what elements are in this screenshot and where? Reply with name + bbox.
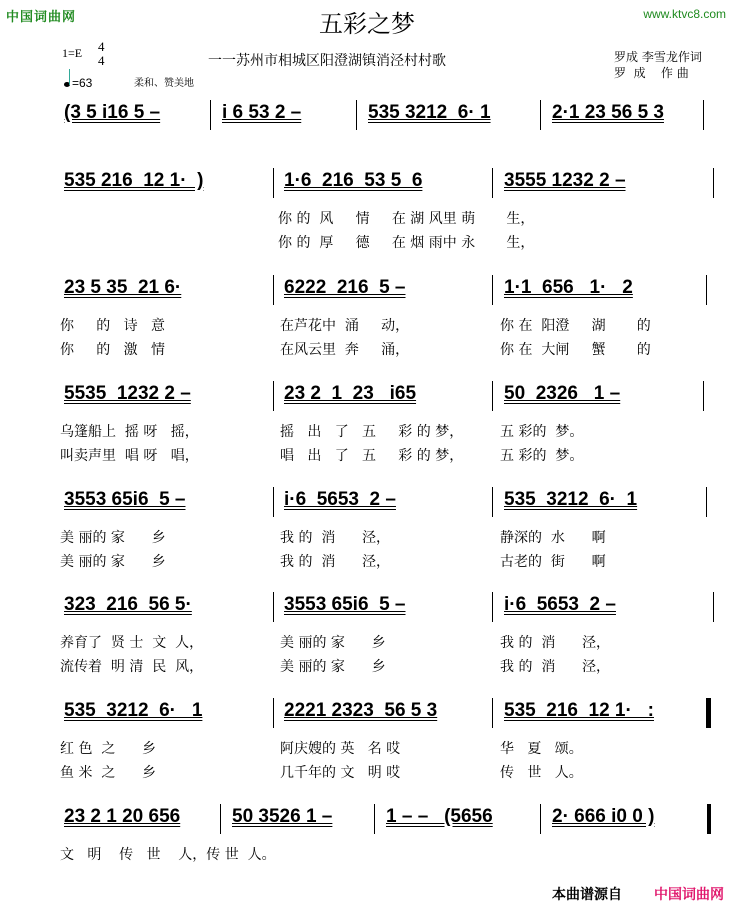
- lyric-line: 古老的 街 啊: [500, 554, 606, 570]
- composer: 罗 成 作 曲: [614, 66, 689, 80]
- lyric-line: 鱼 米 之 乡: [60, 765, 157, 781]
- time-signature-bottom: 4: [98, 53, 105, 68]
- lyric-line: 你 在 大闸 蟹 的: [500, 342, 651, 358]
- lyric-line: 静深的 水 啊: [500, 530, 606, 546]
- measure-notes: 535 3212 6· 1: [64, 700, 203, 721]
- measure-notes: 2·1 23 56 5 3: [552, 102, 664, 123]
- subtitle: 一一苏州市相城区阳澄湖镇消泾村村歌: [208, 53, 446, 69]
- bar-line: [713, 592, 714, 622]
- lyric-line: 美 丽的 家 乡: [60, 530, 166, 546]
- lyric-line: 美 丽的 家 乡: [60, 554, 166, 570]
- measure-notes: 1·6 216 53 5 6: [284, 170, 423, 191]
- lyric-line: 我 的 消 泾，: [500, 635, 611, 651]
- measure-notes: 23 5 35 21 6·: [64, 277, 182, 298]
- measure-notes: 50 2326 1 –: [504, 383, 621, 404]
- bar-line: [220, 804, 221, 834]
- bar-line: [492, 592, 493, 622]
- measure-notes: 2221 2323 56 5 3: [284, 700, 438, 721]
- measure-notes: (3 5 i16 5 –: [64, 102, 161, 123]
- measure-notes: 1 – – (5656: [386, 806, 493, 827]
- bar-line: [703, 381, 704, 411]
- lyric-line: 阿庆嫂的 英 名 哎: [280, 741, 401, 757]
- measure-notes: 6222 216 5 –: [284, 277, 406, 298]
- measure-notes: 535 216 12 1· :: [504, 700, 654, 721]
- lyric-line: 我 的 消 泾，: [500, 659, 611, 675]
- bar-line: [356, 100, 357, 130]
- key-signature: 1=E: [62, 46, 83, 60]
- lyric-line: 摇 出 了 五 彩 的 梦，: [280, 424, 464, 440]
- lyric-line: 你 的 厚 德 在 烟 雨中 永 生，: [278, 235, 535, 251]
- lyric-line: 红 色 之 乡: [60, 741, 157, 757]
- lyric-line: 养育了 贤 士 文 人，: [60, 635, 204, 651]
- bar-line: [540, 804, 541, 834]
- measure-notes: 50 3526 1 –: [232, 806, 333, 827]
- footer-source-site[interactable]: 中国词曲网: [654, 887, 724, 903]
- site-logo: 中国词曲网: [6, 10, 77, 25]
- measure-notes: 5535 1232 2 –: [64, 383, 191, 404]
- measure-notes: 323 216 56 5·: [64, 594, 192, 615]
- bar-line: [713, 168, 714, 198]
- repeat-end-bar: [707, 698, 711, 728]
- bar-line: [706, 275, 707, 305]
- bar-line: [540, 100, 541, 130]
- lyric-line: 叫卖声里 唱 呀 唱，: [60, 448, 199, 464]
- measure-notes: 23 2 1 23 i65: [284, 383, 417, 404]
- lyricist: 罗成 李雪龙作词: [614, 50, 702, 64]
- bar-line: [210, 100, 211, 130]
- expression-marking: 柔和、赞美地: [134, 78, 194, 89]
- bar-line: [273, 592, 274, 622]
- bar-line: [273, 487, 274, 517]
- bar-line: [492, 381, 493, 411]
- credits: [614, 49, 702, 81]
- bar-line: [273, 381, 274, 411]
- time-signature: [98, 40, 105, 68]
- measure-notes: 1·1 656 1· 2: [504, 277, 633, 298]
- tempo-value: =63: [72, 76, 93, 90]
- measure-notes: 23 2 1 20 656: [64, 806, 181, 827]
- measure-notes: i·6 5653 2 –: [284, 489, 396, 510]
- bar-line: [492, 168, 493, 198]
- measure-notes: 2· 666 i0 0 ): [552, 806, 655, 827]
- lyric-line: 乌篷船上 摇 呀 摇，: [60, 424, 199, 440]
- bar-line: [492, 275, 493, 305]
- bar-line: [273, 698, 274, 728]
- lyric-line: 美 丽的 家 乡: [280, 635, 386, 651]
- lyric-line: 你 的 激 情: [60, 342, 165, 358]
- footer-source-label: 本曲谱源自: [552, 887, 622, 903]
- measure-notes: 535 216 12 1· ): [64, 170, 204, 191]
- lyric-line: 几千年的 文 明 哎: [280, 765, 401, 781]
- measure-notes: 3553 65i6 5 –: [64, 489, 186, 510]
- site-url[interactable]: www.ktvc8.com: [643, 7, 726, 21]
- lyric-line: 你 的 风 情 在 湖 风里 萌 生，: [278, 211, 535, 227]
- time-signature-top: 4: [98, 39, 105, 54]
- measure-notes: 3553 65i6 5 –: [284, 594, 406, 615]
- bar-line: [492, 487, 493, 517]
- bar-line: [706, 487, 707, 517]
- lyric-line: 我 的 消 泾，: [280, 530, 391, 546]
- song-title: 五彩之梦: [319, 10, 415, 38]
- measure-notes: i 6 53 2 –: [222, 102, 302, 123]
- lyric-line: 五 彩的 梦。: [500, 424, 584, 440]
- measure-notes: i·6 5653 2 –: [504, 594, 616, 615]
- bar-line: [703, 100, 704, 130]
- measure-notes: 3555 1232 2 –: [504, 170, 626, 191]
- lyric-line: 流传着 明 清 民 风，: [60, 659, 204, 675]
- lyric-line: 传 世 人。: [500, 765, 583, 781]
- bar-line: [492, 698, 493, 728]
- lyric-line: 美 丽的 家 乡: [280, 659, 386, 675]
- lyric-line: 文 明 传 世 人，传 世 人。: [60, 847, 276, 863]
- measure-notes: 535 3212 6· 1: [504, 489, 638, 510]
- lyric-line: 唱 出 了 五 彩 的 梦，: [280, 448, 464, 464]
- quarter-note-icon: [64, 82, 70, 87]
- lyric-line: 在风云里 奔 涌，: [280, 342, 410, 358]
- lyric-line: 我 的 消 泾，: [280, 554, 391, 570]
- tempo-marking: [64, 76, 92, 90]
- lyric-line: 在芦花中 涌 动，: [280, 318, 410, 334]
- bar-line: [374, 804, 375, 834]
- bar-line: [273, 275, 274, 305]
- lyric-line: 你 在 阳澄 湖 的: [500, 318, 651, 334]
- lyric-line: 华 夏 颂。: [500, 741, 583, 757]
- final-bar-line: [707, 804, 711, 834]
- lyric-line: 你 的 诗 意: [60, 318, 165, 334]
- measure-notes: 535 3212 6· 1: [368, 102, 491, 123]
- lyric-line: 五 彩的 梦。: [500, 448, 584, 464]
- bar-line: [273, 168, 274, 198]
